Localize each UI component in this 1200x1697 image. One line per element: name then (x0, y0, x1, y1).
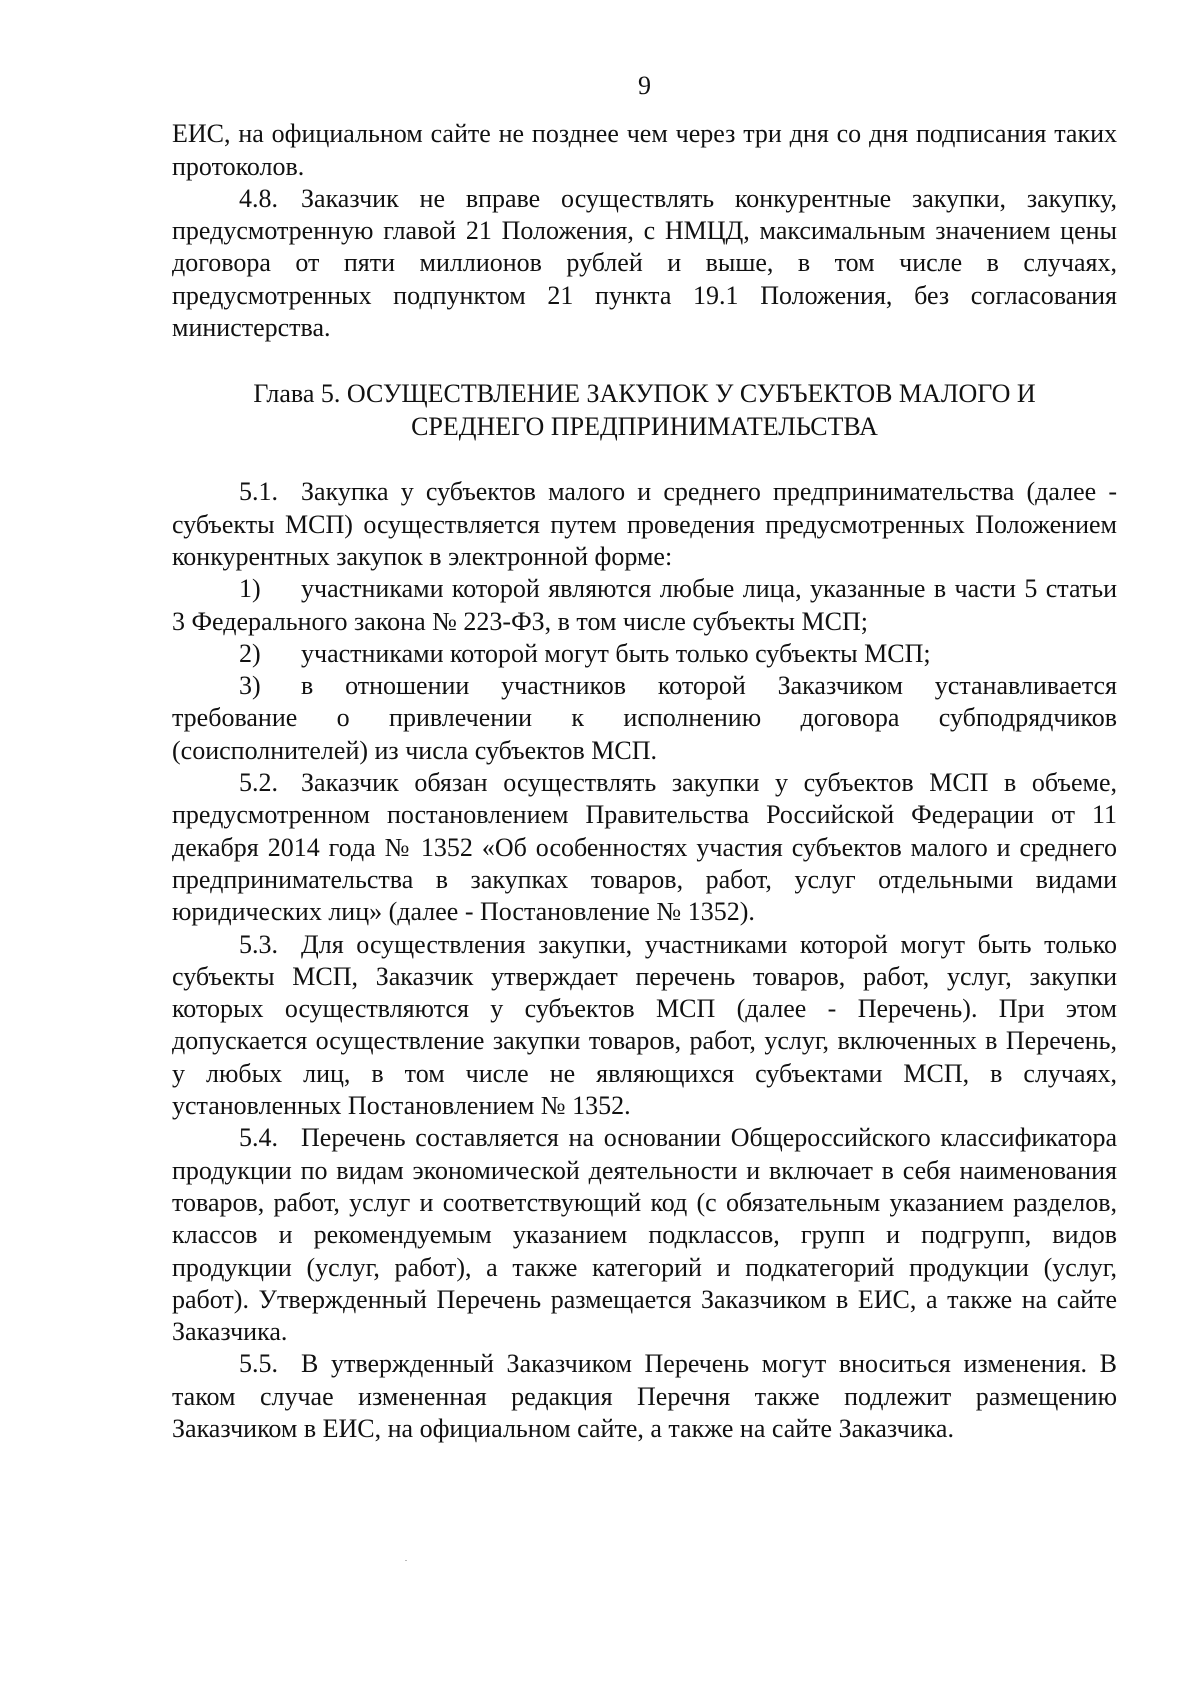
list-item-1 (172, 573, 1117, 638)
paragraph-text: Для осуществления закупки, участниками которой могут быть только субъекты МСП, Заказчик утверждает перечень товаров, работ, услуг, закупки которых осуществляются у субъектов МСП (далее - Перечень). При этом допускается осуществление закупки товаров, работ, услуг, включенных в Перечень, у любых лиц, в том числе не являющихся субъектами МСП, в случаях, установленных Постановлением № 1352. (172, 929, 1117, 1121)
paragraph-text: В утвержденный Заказчиком Перечень могут вноситься изменения. В таком случае измененная редакция Перечня также подлежит размещению Заказчиком в ЕИС, на официальном сайте, а также на сайте Заказчика. (172, 1349, 1117, 1443)
paragraph-text: Закупка у субъектов малого и среднего предпринимательства (далее - субъекты МСП) осуществляется путем проведения предусмотренных Положением конкурентных закупок в электронной форме: (172, 477, 1117, 571)
list-item-text: участниками которой являются любые лица, указанные в части 5 статьи 3 Федерального закона № 223-ФЗ, в том числе субъекты МСП; (172, 574, 1117, 636)
chapter-title-line-1: Глава 5. ОСУЩЕСТВЛЕНИЕ ЗАКУПОК У СУБЪЕКТОВ МАЛОГО И (253, 379, 1036, 409)
list-item-3 (172, 670, 1117, 767)
paragraph-5-4 (172, 1122, 1117, 1348)
paragraph-text: Заказчик не вправе осуществлять конкурентные закупки, закупку, предусмотренную главой 21 Положения, с НМЦД, максимальным значением цены договора от пяти миллионов рублей и выше, в том числе в случаях, предусмотренных подпунктом 21 пункта 19.1 Положения, без согласования министерства. (172, 183, 1117, 343)
paragraph-4-8 (172, 183, 1117, 344)
chapter-title-line-2: СРЕДНЕГО ПРЕДПРИНИМАТЕЛЬСТВА (411, 412, 878, 442)
paragraph-5-3 (172, 929, 1117, 1123)
paragraph-text: ЕИС, на официальном сайте не позднее чем через три дня со дня подписания таких протоколов. (172, 119, 1117, 181)
paragraph-5-1 (172, 476, 1117, 573)
paragraph-text: Перечень составляется на основании Общероссийского классификатора продукции по видам экономической деятельности и включает в себя наименования товаров, работ, услуг и соответствующий код (с обязательным указанием разделов, классов и рекомендуемым указанием подклассов, групп и подгрупп, видов продукции (услуг, работ), а также категорий и подкатегорий продукции (услуг, работ). Утвержденный Перечень размещается Заказчиком в ЕИС, а также на сайте Заказчика. (172, 1123, 1117, 1347)
list-item-text: в отношении участников которой Заказчиком устанавливается требование о привлечении к исполнению договора субподрядчиков (соисполнителей) из числа субъектов МСП. (172, 671, 1117, 765)
paragraph-5-5 (172, 1348, 1117, 1445)
list-item-number: 3) (239, 671, 261, 701)
paragraph-continuation (172, 118, 1117, 183)
paragraph-number: 5.5. (239, 1349, 278, 1379)
paragraph-number: 5.1. (239, 477, 278, 507)
paragraph-number: 5.4. (239, 1123, 278, 1153)
paragraph-text: Заказчик обязан осуществлять закупки у субъектов МСП в объеме, предусмотренном постановлением Правительства Российской Федерации от 11 декабря 2014 года № 1352 «Об особенностях участия субъектов малого и среднего предпринимательства в закупках товаров, работ, услуг отдельными видами юридических лиц» (далее - Постановление № 1352). (172, 768, 1117, 927)
paragraph-number: 4.8. (239, 183, 278, 213)
list-item-number: 1) (239, 574, 261, 604)
paragraph-number: 5.2. (239, 768, 278, 798)
list-item-text: участниками которой могут быть только субъекты МСП; (301, 638, 931, 668)
page-number: 9 (638, 71, 651, 100)
chapter-title (172, 377, 1117, 443)
list-item-number: 2) (239, 638, 261, 668)
paragraph-number: 5.3. (239, 929, 278, 959)
document-page (172, 70, 1117, 1630)
list-item-2 (172, 638, 1117, 670)
scan-artifact (405, 1560, 407, 1561)
paragraph-5-2 (172, 767, 1117, 928)
